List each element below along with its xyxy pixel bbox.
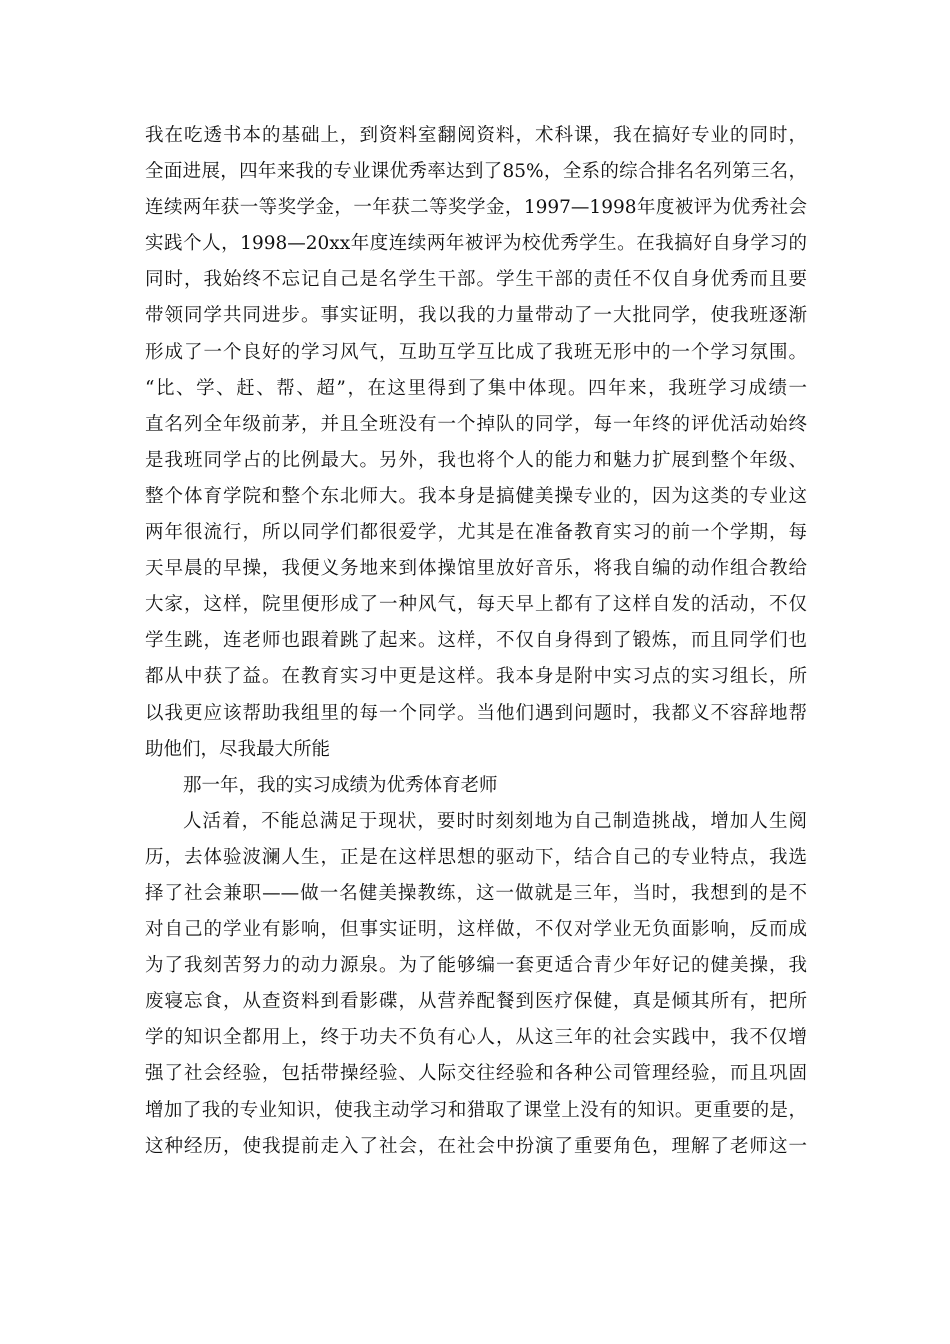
text-line: 连续两年获一等奖学金，一年获二等奖学金，1997—1998年度被评为优秀社会 (145, 197, 807, 219)
text-line: 是我班同学占的比例最大。另外，我也将个人的能力和魅力扩展到整个年级、 (145, 449, 807, 471)
text-line: 我在吃透书本的基础上，到资料室翻阅资料，术科课，我在搞好专业的同时， (145, 125, 807, 146)
text-line: 两年很流行，所以同学们都很爱学，尤其是在准备教育实习的前一个学期，每 (145, 522, 807, 544)
text-line: 同时，我始终不忘记自己是名学生干部。学生干部的责任不仅自身优秀而且要 (145, 269, 807, 291)
text-line: 增加了我的专业知识，使我主动学习和猎取了课堂上没有的知识。更重要的是， (145, 1099, 807, 1121)
text-line: “比、学、赶、帮、超”，在这里得到了集中体现。四年来，我班学习成绩一 (145, 377, 807, 399)
document-body (145, 118, 807, 1165)
text-line: 直名列全年级前茅，并且全班没有一个掉队的同学，每一年终的评优活动始终 (145, 413, 807, 435)
text-line: 助他们，尽我最大所能 (145, 738, 331, 760)
text-line: 历，去体验波澜人生，正是在这样思想的驱动下，结合自己的专业特点，我选 (145, 846, 807, 868)
text-line: 大家，这样，院里便形成了一种风气，每天早上都有了这样自发的活动，不仅 (145, 594, 807, 616)
text-line: 实践个人，1998—20xx年度连续两年被评为校优秀学生。在我搞好自身学习的 (145, 233, 807, 255)
text-line: 为了我刻苦努力的动力源泉。为了能够编一套更适合青少年好记的健美操，我 (145, 955, 807, 977)
text-line: 这种经历，使我提前走入了社会，在社会中扮演了重要角色，理解了老师这一 (145, 1135, 807, 1157)
text-line: 择了社会兼职——做一名健美操教练，这一做就是三年，当时，我想到的是不 (145, 882, 807, 904)
text-line: 学生跳，连老师也跟着跳了起来。这样，不仅自身得到了锻炼，而且同学们也 (145, 630, 807, 652)
text-line: 形成了一个良好的学习风气，互助互学互比成了我班无形中的一个学习氛围。 (145, 341, 807, 363)
text-line: 废寝忘食，从查资料到看影碟，从营养配餐到医疗保健，真是倾其所有，把所 (145, 991, 807, 1013)
text-line: 学的知识全都用上，终于功夫不负有心人，从这三年的社会实践中，我不仅增 (145, 1027, 807, 1049)
text-line: 全面进展，四年来我的专业课优秀率达到了85%，全系的综合排名名列第三名， (145, 161, 807, 183)
text-line: 对自己的学业有影响，但事实证明，这样做，不仅对学业无负面影响，反而成 (145, 919, 807, 941)
text-line: 人活着，不能总满足于现状，要时时刻刻地为自己制造挑战，增加人生阅 (183, 810, 807, 832)
text-line: 带领同学共同进步。事实证明，我以我的力量带动了一大批同学，使我班逐渐 (145, 305, 807, 327)
section-heading-line: 那一年，我的实习成绩为优秀体育老师 (183, 774, 498, 796)
text-line: 强了社会经验，包括带操经验、人际交往经验和各种公司管理经验，而且巩固 (145, 1063, 807, 1085)
text-line: 都从中获了益。在教育实习中更是这样。我本身是附中实习点的实习组长，所 (145, 666, 807, 688)
text-line: 整个体育学院和整个东北师大。我本身是搞健美操专业的，因为这类的专业这 (145, 485, 807, 507)
text-line: 天早晨的早操，我便义务地来到体操馆里放好音乐，将我自编的动作组合教给 (145, 558, 807, 580)
text-line: 以我更应该帮助我组里的每一个同学。当他们遇到问题时，我都义不容辞地帮 (145, 702, 807, 724)
